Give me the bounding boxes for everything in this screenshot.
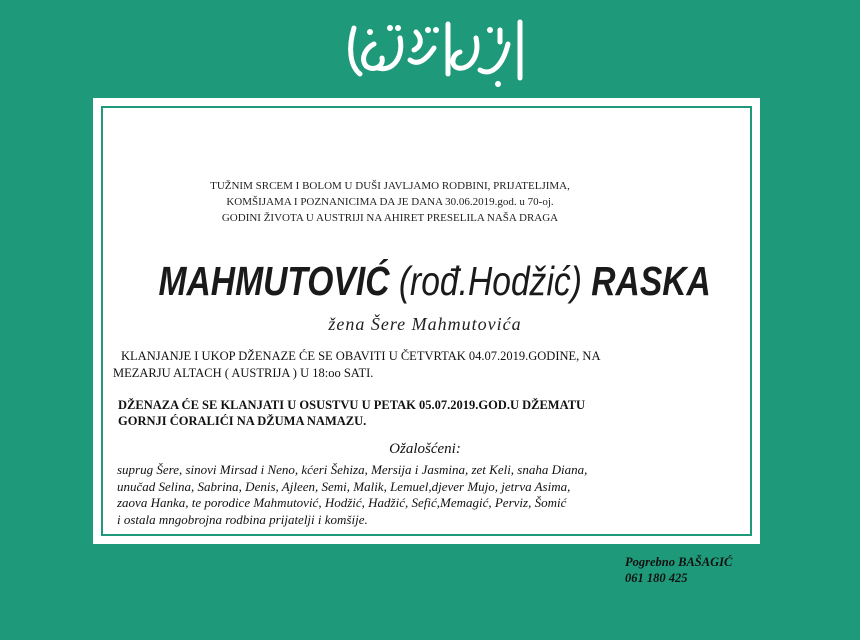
funeral-home-info — [625, 554, 825, 586]
prayer-line: GORNJI ĆORALIĆI NA DŽUMA NAMAZU. — [118, 414, 367, 428]
mourners-line: zaova Hanka, te porodice Mahmutović, Hodžić, Hadžić, Sefić,Memagić, Perviz, Šomić — [117, 495, 567, 510]
intro-line: KOMŠIJAMA I POZNANICIMA DA JE DANA 30.06.2019.god. u 70-oj. — [226, 196, 554, 208]
burial-info — [113, 348, 743, 382]
prayer-info — [118, 397, 738, 429]
burial-line: MEZARJU ALTACH ( AUSTRIJA ) U 18:oo SATI. — [113, 366, 374, 380]
mourners-list — [117, 462, 747, 528]
prayer-line: DŽENAZA ĆE SE KLANJATI U OSUSTVU U PETAK 05.07.2019.GOD.U DŽEMATU — [118, 398, 586, 412]
funeral-home-name: Pogrebno BAŠAGIĆ — [625, 555, 733, 569]
mourners-line: unučad Selina, Sabrina, Denis, Ajleen, Semi, Malik, Lemuel,djever Mujo, jetrva Asima, — [117, 478, 571, 494]
maiden-name: (rođ.Hodžić) — [398, 258, 582, 304]
intro-line: GODINI ŽIVOTA U AUSTRIJI NA AHIRET PRESELILA NAŠA DRAGA — [221, 212, 559, 224]
surname: MAHMUTOVIĆ — [158, 258, 390, 304]
deceased-name — [158, 258, 711, 305]
mourners-heading: Ožalošćeni: — [389, 441, 461, 457]
funeral-home-phone: 061 180 425 — [625, 571, 688, 585]
mourners-line: i ostala mngobrojna rodbina prijatelji i komšije. — [117, 511, 368, 527]
first-name: RASKA — [591, 258, 711, 304]
burial-line: KLANJANJE I UKOP DŽENAZE ĆE SE OBAVITI U ČETVRTAK 04.07.2019.GODINE, NA — [121, 349, 601, 363]
intro-text — [150, 178, 630, 226]
arabic-calligraphy-logo — [330, 8, 540, 94]
spouse-subtitle: žena Šere Mahmutovića — [328, 314, 522, 334]
intro-line: TUŽNIM SRCEM I BOLOM U DUŠI JAVLJAMO RODBINI, PRIJATELJIMA, — [210, 180, 570, 192]
mourners-line: suprug Šere, sinovi Mirsad i Neno, kćeri Šehiza, Mersija i Jasmina, zet Keli, snaha Diana, — [117, 462, 588, 477]
